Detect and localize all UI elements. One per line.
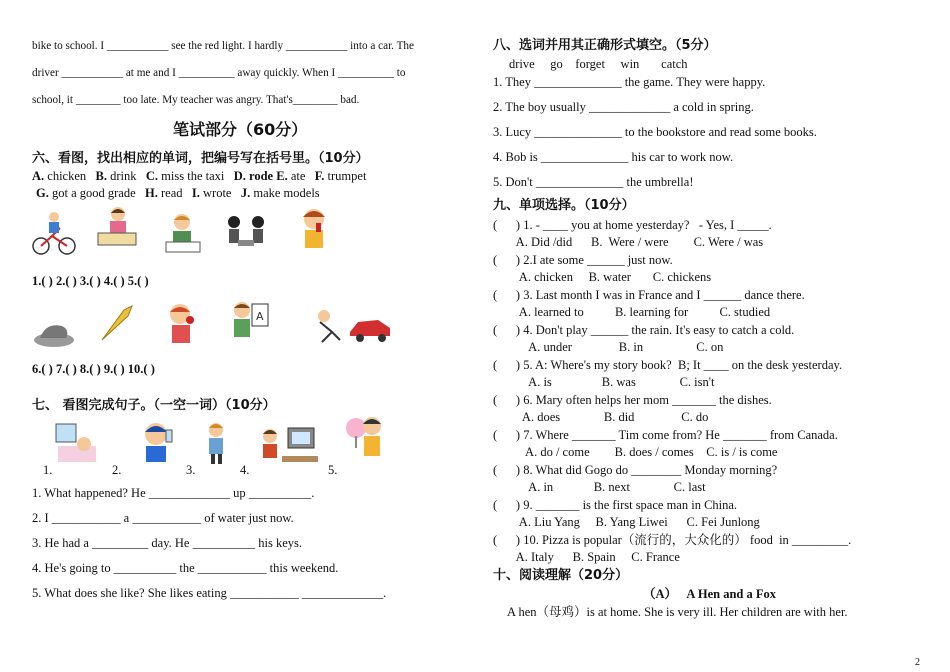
picture-label-2: 2. — [112, 463, 122, 477]
option-letter: A. — [32, 169, 45, 183]
option-text: ate — [287, 169, 306, 183]
picture-label-5: 5. — [328, 463, 338, 477]
mcq-1-question: ( ) 1. - ____ you at home yesterday? - Yes, I _____. — [493, 218, 772, 232]
section-6-heading: 六、看图，找出相应的单词，把编号写在括号里。（10分） — [32, 151, 369, 166]
cloze-line-2: driver ___________ at me and I __________ away quickly. When I __________ to — [32, 67, 406, 79]
section-7-question-1: 1. What happened? He _____________ up __________. — [32, 486, 315, 500]
section-7-question-5: 5. What does she like? She likes eating ___________ _____________. — [32, 586, 387, 600]
boy-good-grade-picture — [228, 298, 272, 344]
option-letter: B. — [95, 169, 107, 183]
option-text: drink — [107, 169, 137, 183]
roast-chicken-picture — [32, 308, 76, 354]
mcq-1-options: A. Did /did B. Were / were C. Were / was — [507, 235, 764, 249]
section-8-question-2: 2. The boy usually _____________ a cold in spring. — [493, 100, 754, 114]
mcq-5-question: ( ) 5. A: Where's my story book? B; It ____ on the desk yesterday. — [493, 358, 843, 372]
mcq-7-question: ( ) 7. Where _______ Tim come from? He _______ from Canada. — [493, 428, 838, 442]
boy-reading-picture — [160, 210, 204, 256]
section-7-question-3: 3. He had a _________ day. He __________ his keys. — [32, 536, 302, 550]
section-6-answers-2: 6.( ) 7.( ) 8.( ) 9.( ) 10.( ) — [32, 362, 155, 376]
boy-eating-picture — [160, 300, 204, 346]
picture-label-4: 4. — [240, 463, 250, 477]
mcq-7-options: A. do / come B. does / comes C. is / is come — [507, 445, 778, 459]
option-text: wrote — [199, 186, 232, 200]
mcq-3-question: ( ) 3. Last month I was in France and I ______ dance there. — [493, 288, 805, 302]
section-10-heading: 十、阅读理解（20分） — [493, 568, 629, 583]
girl-cotton-candy-picture — [344, 412, 388, 458]
section-6-answers-1: 1.( ) 2.( ) 3.( ) 4.( ) 5.( ) — [32, 274, 149, 288]
mcq-8-options: A. in B. next C. last — [507, 480, 706, 494]
boy-riding-bike-picture — [32, 210, 76, 256]
girl-drinking-picture — [292, 205, 336, 251]
boy-lost-keys-picture — [196, 420, 240, 466]
mcq-4-options: A. under B. in C. on — [507, 340, 724, 354]
section-8-question-5: 5. Don't ______________ the umbrella! — [493, 175, 694, 189]
mcq-5-options: A. is B. was C. isn't — [507, 375, 715, 389]
section-6-options-row-2 — [36, 185, 320, 201]
boy-woke-up-picture — [54, 420, 98, 466]
section-7-question-4: 4. He's going to __________ the ___________ this weekend. — [32, 561, 339, 575]
option-letter: G. — [36, 186, 49, 200]
option-text: read — [157, 186, 183, 200]
section-8-question-4: 4. Bob is ______________ his car to work now. — [493, 150, 734, 164]
option-letter: F. — [314, 169, 325, 183]
option-letter: J. — [240, 186, 251, 200]
cloze-line-1: bike to school. I ___________ see the red light. I hardly ___________ into a car. The — [32, 40, 414, 52]
girl-writing-picture — [94, 205, 138, 251]
option-text: trumpet — [324, 169, 367, 183]
mcq-9-question: ( ) 9. _______ is the first space man in China. — [493, 498, 738, 512]
miss-the-taxi-picture — [310, 302, 400, 348]
option-text: got a good grade — [48, 186, 136, 200]
picture-label-1: 1. — [43, 463, 53, 477]
picture-label-3: 3. — [186, 463, 196, 477]
written-part-title: 笔试部分（60分） — [173, 120, 308, 139]
section-8-heading: 八、选词并用其正确形式填空。（5分） — [493, 38, 717, 53]
option-letter: C. — [145, 169, 159, 183]
kids-making-models-picture — [224, 210, 268, 256]
mcq-4-question: ( ) 4. Don't play ______ the rain. It's easy to catch a cold. — [493, 323, 795, 337]
trumpet-picture — [94, 300, 138, 346]
mcq-2-options: A. chicken B. water C. chickens — [507, 270, 712, 284]
mcq-2-question: ( ) 2.I ate some ______ just now. — [493, 253, 673, 267]
option-text: chicken — [44, 169, 87, 183]
option-letter: E. — [276, 169, 288, 183]
cloze-line-3: school, it ________ too late. My teacher was angry. That's________ bad. — [32, 94, 360, 106]
mcq-6-options: A. does B. did C. do — [507, 410, 709, 424]
option-letter: D. rode — [233, 169, 274, 183]
option-letter: I. — [191, 186, 200, 200]
mcq-3-options: A. learned to B. learning for C. studied — [507, 305, 771, 319]
option-letter: H. — [145, 186, 158, 200]
mcq-10-options: A. Italy B. Spain C. France — [507, 550, 680, 564]
option-text: make models — [250, 186, 320, 200]
section-8-word-bank: drive go forget win catch — [509, 57, 688, 71]
boy-drinking-water-picture — [134, 418, 178, 464]
section-7-heading: 七、 看图完成句子。（一空一词）（10分） — [32, 398, 276, 413]
section-8-question-3: 3. Lucy ______________ to the bookstore and read some books. — [493, 125, 817, 139]
option-text: miss the taxi — [158, 169, 225, 183]
reading-passage-title: （A） A Hen and a Fox — [643, 587, 777, 601]
boy-using-computer-picture — [258, 422, 320, 468]
section-8-question-1: 1. They ______________ the game. They were happy. — [493, 75, 766, 89]
mcq-10-question: ( ) 10. Pizza is popular（流行的，大众化的） food in _________. — [493, 533, 852, 547]
mcq-9-options: A. Liu Yang B. Yang Liwei C. Fei Junlong — [507, 515, 760, 529]
svg-text:A: A — [256, 310, 264, 323]
page-number: 2 — [915, 657, 920, 668]
section-9-heading: 九、单项选择。（10分） — [493, 198, 635, 213]
mcq-6-question: ( ) 6. Mary often helps her mom _______ the dishes. — [493, 393, 772, 407]
mcq-8-question: ( ) 8. What did Gogo do ________ Monday morning? — [493, 463, 778, 477]
section-7-question-2: 2. I ___________ a ___________ of water just now. — [32, 511, 294, 525]
section-6-options-row-1 — [32, 168, 366, 184]
reading-passage-text: A hen（母鸡）is at home. She is very ill. Her children are with her. — [507, 605, 848, 619]
